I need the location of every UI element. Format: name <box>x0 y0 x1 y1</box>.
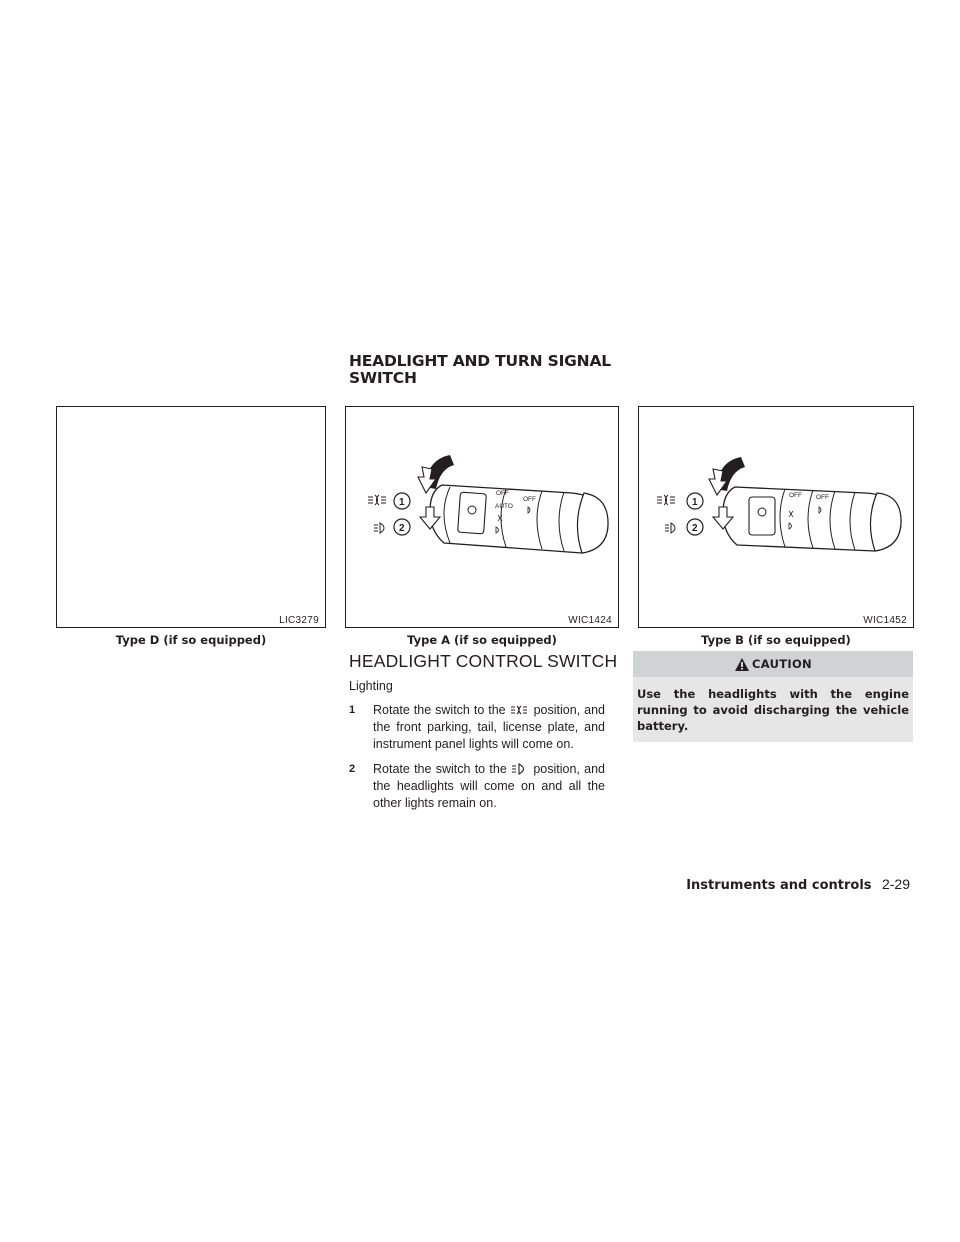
label-off-upper: OFF <box>789 492 802 499</box>
step-1 <box>349 702 605 753</box>
step-text-before: Rotate the switch to the <box>373 703 506 717</box>
page-number: 2-29 <box>881 876 910 892</box>
section-title: HEADLIGHT AND TURN SIGNAL SWITCH <box>349 352 611 387</box>
heading: HEADLIGHT CONTROL SWITCH <box>349 651 618 671</box>
step-number: 2 <box>349 763 356 775</box>
step-text-after: position, and the headlights will come on and all the other lights remain on. <box>373 762 605 810</box>
figure-code: LIC3279 <box>279 615 319 626</box>
figure-caption: Type B (if so equipped) <box>701 633 851 647</box>
marker-1: 1 <box>399 497 405 508</box>
figure-code: WIC1452 <box>863 615 907 626</box>
marker-1: 1 <box>692 497 698 508</box>
caution-header <box>633 651 913 677</box>
footer-section: Instruments and controls <box>686 878 872 893</box>
figure-caption: Type A (if so equipped) <box>407 633 557 647</box>
page-footer <box>686 876 910 894</box>
step-number: 1 <box>349 704 356 716</box>
marker-2: 2 <box>692 523 698 534</box>
warning-icon <box>734 657 750 672</box>
figure-caption: Type D (if so equipped) <box>115 633 267 647</box>
headlight-icon <box>511 763 529 775</box>
headlight-switch-illustration <box>346 407 618 617</box>
figure-type-d <box>56 406 326 628</box>
subheading: Lighting <box>349 679 393 693</box>
label-off-lower: OFF <box>523 496 536 503</box>
parking-lights-icon <box>510 704 530 716</box>
step-text-before: Rotate the switch to the <box>373 762 507 776</box>
step-text-after: position, and the front parking, tail, license plate, and instrument panel lights will come on. <box>373 703 605 751</box>
caution-text: Use the headlights with the engine running to avoid discharging the vehicle battery. <box>637 687 909 733</box>
figure-type-b <box>638 406 914 628</box>
label-auto: AUTO <box>495 503 513 510</box>
step-2 <box>349 761 605 812</box>
label-off-upper: OFF <box>496 490 509 497</box>
caution-box <box>633 651 913 742</box>
label-off-lower: OFF <box>816 494 829 501</box>
figure-type-a <box>345 406 619 628</box>
marker-2: 2 <box>399 523 405 534</box>
caution-title: CAUTION <box>752 657 812 671</box>
headlight-switch-illustration <box>639 407 913 617</box>
figure-code: WIC1424 <box>568 615 612 626</box>
